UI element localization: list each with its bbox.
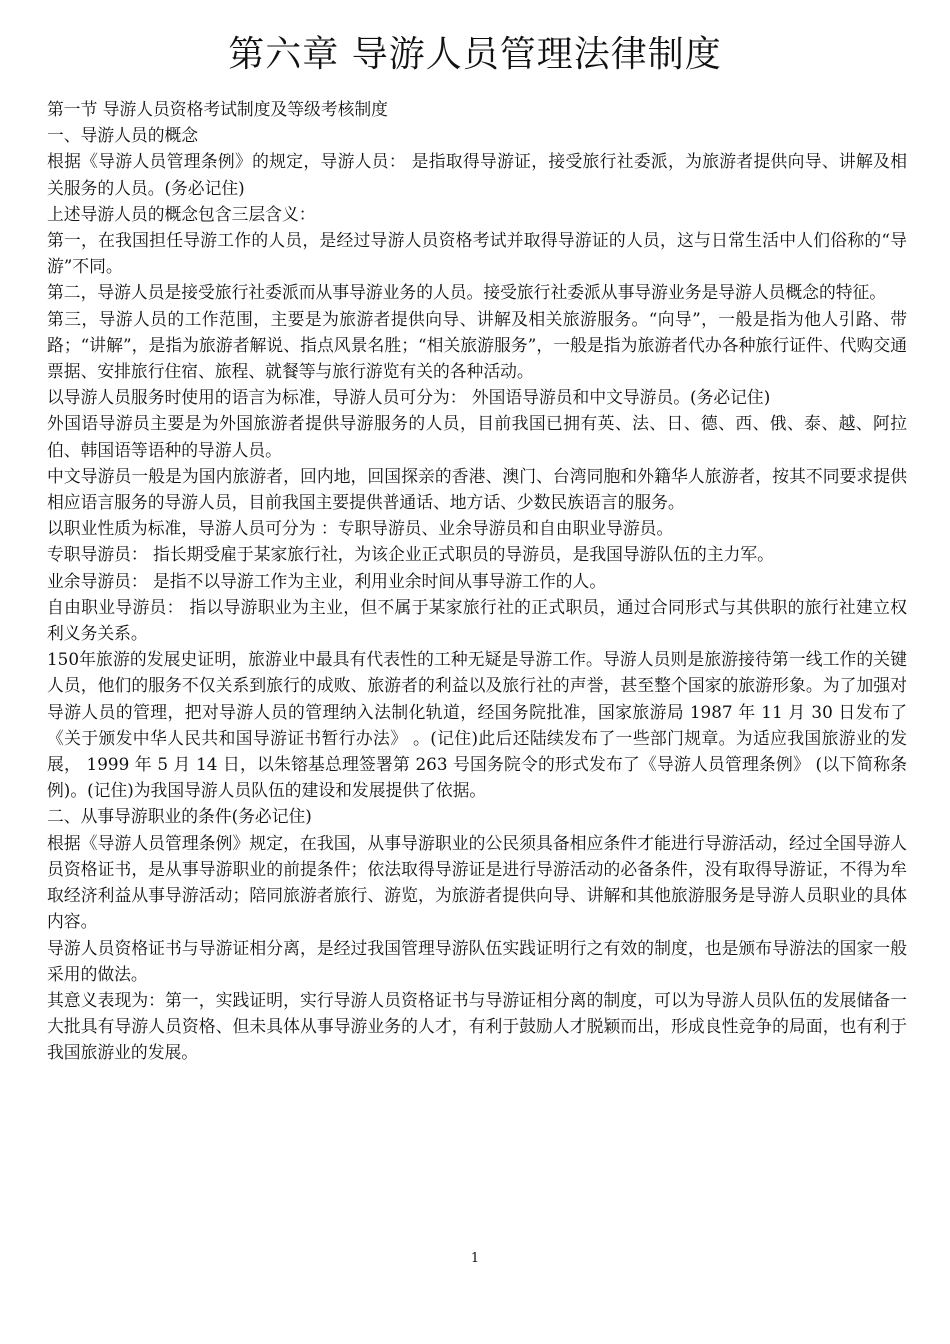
subsection-heading: 一、导游人员的概念 (47, 125, 199, 146)
chapter-title: 第六章 导游人员管理法律制度 (228, 34, 722, 75)
paragraph: 以导游人员服务时使用的语言为标准，导游人员可分为： 外国语导游员和中文导游员。(务必记住) (47, 387, 771, 408)
paragraph: 专职导游员： 指长期受雇于某家旅行社，为该企业正式职员的导游员，是我国导游队伍的主力军。 (47, 544, 774, 565)
paragraph: 根据《导游人员管理条例》规定，在我国，从事导游职业的公民须具备相应条件才能进行导游活动，经过全国导游人员资格证书，是从事导游职业的前提条件；依法取得导游证是进行导游活动的必备条件，没有取得导游证，不得为牟取经济利益从事导游活动；陪同旅游者旅行、游览，为旅游者提供向导、讲解和其他旅游服务是导游人员职业的具体内容。 (47, 832, 907, 932)
paragraph: 第三，导游人员的工作范围，主要是为旅游者提供向导、讲解及相关旅游服务。“向导”，一般是指为他人引路、带路；“讲解”，是指为旅游者解说、指点风景名胜；“相关旅游服务”，一般是指为旅游者代办各种旅行证件、代购交通票据、安排旅行住宿、旅程、就餐等与旅行游览有关的各种活动。 (47, 308, 907, 382)
paragraph: 中文导游员一般是为国内旅游者，回内地，回国探亲的香港、澳门、台湾同胞和外籍华人旅游者，按其不同要求提供相应语言服务的导游人员，目前我国主要提供普通话、地方话、少数民族语言的服务。 (47, 465, 907, 513)
paragraph: 外国语导游员主要是为外国旅游者提供导游服务的人员，目前我国已拥有英、法、日、德、西、俄、泰、越、阿拉伯、韩国语等语种的导游人员。 (47, 413, 907, 460)
page-number: 1 (470, 1251, 480, 1266)
subsection-heading: 二、从事导游职业的条件(务必记住) (47, 806, 312, 827)
paragraph: 自由职业导游员： 指以导游职业为主业，但不属于某家旅行社的正式职员，通过合同形式与其供职的旅行社建立权利义务关系。 (47, 596, 907, 644)
paragraph: 其意义表现为：第一，实践证明，实行导游人员资格证书与导游证相分离的制度，可以为导游人员队伍的发展储备一大批具有导游人员资格、但未具体从事导游业务的人才，有利于鼓励人才脱颖而出，形成良性竞争的局面，也有利于我国旅游业的发展。 (47, 989, 907, 1063)
paragraph: 业余导游员： 是指不以导游工作为主业，利用业余时间从事导游工作的人。 (47, 570, 607, 591)
paragraph: 导游人员资格证书与导游证相分离，是经过我国管理导游队伍实践证明行之有效的制度，也是颁布导游法的国家一般采用的做法。 (47, 937, 907, 984)
section-heading: 第一节 导游人员资格考试制度及等级考核制度 (47, 99, 388, 119)
paragraph: 150年旅游的发展史证明，旅游业中最具有代表性的工种无疑是导游工作。导游人员则是旅游接待第一线工作的关键人员，他们的服务不仅关系到旅行的成败、旅游者的利益以及旅行社的声誉，甚至整个国家的旅游形象。为了加强对导游人员的管理，把对导游人员的管理纳入法制化轨道，经国务院批准，国家旅游局 1987 年 11 月 30 日发布了《关于颁发中华人民共和国导游证书暂行办法》 。(记住)此后还陆续发布了一些部门规章。为适应我国旅游业的发展， 1999 年 5 月 14 日，以朱镕基总理签署第 263 号国务院令的形式发布了《导游人员管理条例》 (以下简称条例)。(记住)为我国导游人员队伍的建设和发展提供了依据。 (47, 649, 907, 801)
paragraph: 根据《导游人员管理条例》的规定，导游人员： 是指取得导游证，接受旅行社委派，为旅游者提供向导、讲解及相关服务的人员。(务必记住) (47, 151, 907, 198)
document-body (47, 96, 907, 1066)
paragraph: 以职业性质为标准，导游人员可分为 ：专职导游员、业余导游员和自由职业导游员。 (47, 518, 674, 539)
paragraph: 第一，在我国担任导游工作的人员，是经过导游人员资格考试并取得导游证的人员，这与日常生活中人们俗称的“导游”不同。 (47, 230, 907, 277)
paragraph: 上述导游人员的概念包含三层含义： (47, 203, 316, 224)
paragraph: 第二，导游人员是接受旅行社委派而从事导游业务的人员。接受旅行社委派从事导游业务是导游人员概念的特征。 (47, 282, 887, 303)
